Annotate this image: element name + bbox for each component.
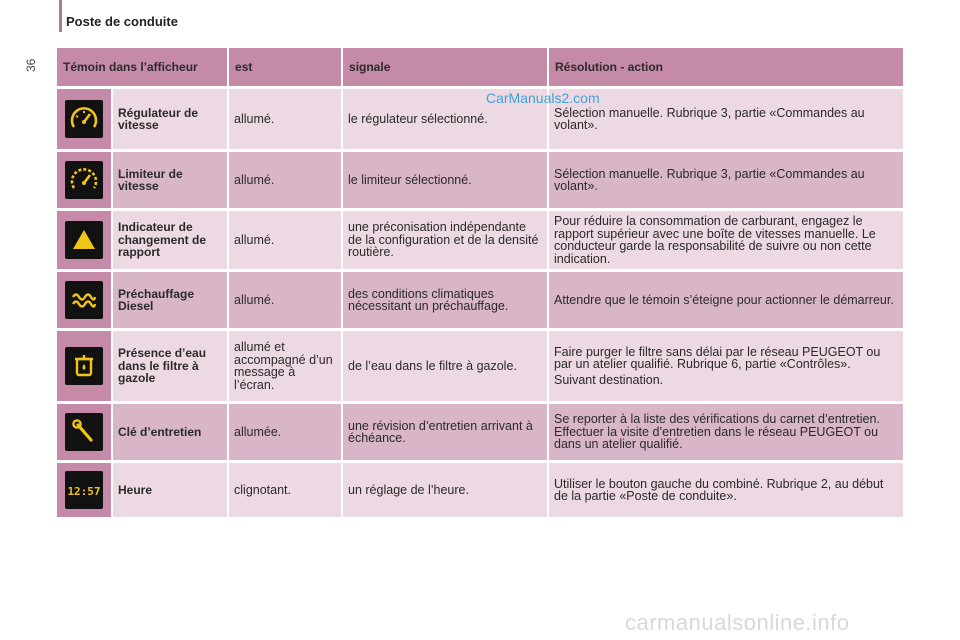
indicator-resolution [549,331,903,401]
icon-cell [57,331,113,401]
gear-shift-warning-icon [65,221,103,259]
indicator-signal: un réglage de l’heure. [343,463,549,517]
column-header-signal: signale [343,48,549,86]
indicator-resolution [549,211,903,269]
indicator-name: Heure [113,463,229,517]
indicator-state: allumé. [229,89,343,149]
warning-lights-table [57,45,903,520]
indicator-state: allumée. [229,404,343,460]
indicator-state: allumé. [229,152,343,208]
icon-cell [57,211,113,269]
resolution-text: Sélection manuelle. Rubrique 3, partie «Commandes au volant». [554,166,865,193]
icon-cell [57,272,113,328]
watermark-bottom: carmanualsonline.info [625,610,850,635]
indicator-signal: le régulateur sélectionné. [343,89,549,149]
indicator-resolution [549,404,903,460]
resolution-text: Utiliser le bouton gauche du combiné. Rubrique 2, au début de la partie «Poste de conduite». [554,476,884,503]
table-row [57,404,903,460]
table-header-row [57,48,903,86]
table-row [57,331,903,401]
glow-plug-icon [65,281,103,319]
table-row [57,272,903,328]
clock-digits-text: 12:57 [67,485,101,498]
column-header-indicator: Témoin dans l’afficheur [57,48,229,86]
resolution-text: Pour réduire la consommation de carburant, engagez le rapport supérieur avec une boîte de vitesses manuelle. Le conducteur garde la responsabilité de suivre ou non cette indication. [554,214,876,266]
indicator-name: Limiteur de vitesse [113,152,229,208]
indicator-state: allumé et accompagné d’un message à l’écran. [229,331,343,401]
indicator-name: Présence d’eau dans le filtre à gazole [113,331,229,401]
page-number: 36 [24,58,38,72]
speedometer-regulator-icon [65,100,103,138]
chapter-accent-bar [59,0,62,32]
table-row [57,211,903,269]
icon-cell [57,89,113,149]
resolution-text: Se reporter à la liste des vérifications du carnet d’entretien. Effectuer la visite d’entretien dans le réseau PEUGEOT ou dans un atelier qualifié. [554,412,880,452]
page-title: Poste de conduite [66,14,178,29]
indicator-resolution [549,89,903,149]
indicator-name: Régulateur de vitesse [113,89,229,149]
indicator-name: Indicateur de changement de rapport [113,211,229,269]
indicator-signal: le limiteur sélectionné. [343,152,549,208]
resolution-text: Sélection manuelle. Rubrique 3, partie «Commandes au volant». [554,105,865,132]
table-row [57,152,903,208]
watermark-top: CarManuals2.com [486,90,600,106]
icon-cell [57,404,113,460]
indicator-resolution [549,152,903,208]
resolution-text: Suivant destination. [554,372,664,387]
indicator-state: clignotant. [229,463,343,517]
indicator-state: allumé. [229,272,343,328]
resolution-text: Attendre que le témoin s’éteigne pour actionner le démarreur. [554,292,894,307]
indicator-signal: des conditions climatiques nécessitant un préchauffage. [343,272,549,328]
icon-cell [57,463,113,517]
column-header-resolution: Résolution - action [549,48,903,86]
indicator-signal: une préconisation indépendante de la configuration et de la densité routière. [343,211,549,269]
indicator-resolution [549,272,903,328]
clock-digits-icon [65,471,103,509]
table-row [57,463,903,517]
indicator-signal: une révision d’entretien arrivant à échéance. [343,404,549,460]
resolution-text: Faire purger le filtre sans délai par le réseau PEUGEOT ou par un atelier qualifié. Rubrique 6, partie «Contrôles». [554,344,881,372]
water-in-fuel-filter-icon [65,347,103,385]
indicator-resolution [549,463,903,517]
icon-cell [57,152,113,208]
column-header-state: est [229,48,343,86]
indicator-signal: de l’eau dans le filtre à gazole. [343,331,549,401]
speed-limiter-icon [65,161,103,199]
indicator-name: Clé d’entretien [113,404,229,460]
indicator-name: Préchauffage Diesel [113,272,229,328]
indicator-state: allumé. [229,211,343,269]
wrench-icon [65,413,103,451]
table-row [57,89,903,149]
